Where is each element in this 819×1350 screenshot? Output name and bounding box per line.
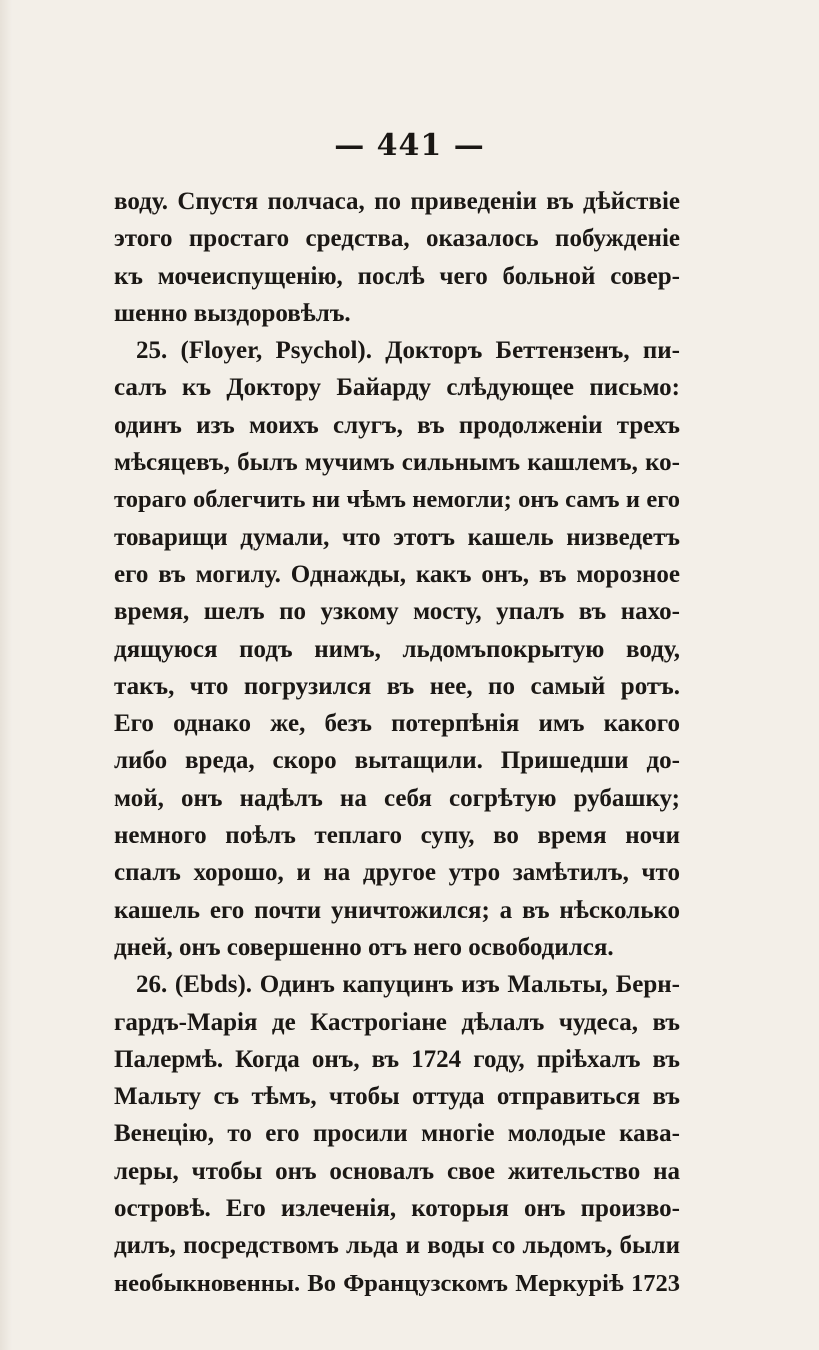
page-body-text bbox=[114, 183, 680, 1302]
text-line: необыкновенны. Во Французскомъ Меркуріѣ 1723 bbox=[114, 1269, 680, 1297]
text-line: дящуюся подъ нимъ, льдомъпокрытую воду, bbox=[114, 635, 680, 663]
text-line: товарищи думали, что этотъ кашель низведетъ bbox=[114, 523, 680, 551]
text-line: леры, чтобы онъ основалъ свое жительство на bbox=[114, 1157, 680, 1185]
text-line: одинъ изъ моихъ слугъ, въ продолженіи трехъ bbox=[114, 411, 680, 439]
text-line: 26. (Ebds). Одинъ капуцинъ изъ Мальты, Берн- bbox=[136, 971, 680, 999]
text-line: дилъ, посредствомъ льда и воды со льдомъ, были bbox=[114, 1232, 680, 1260]
text-line: салъ къ Доктору Байарду слѣдующее письмо: bbox=[114, 374, 680, 402]
text-line: либо вреда, скоро вытащили. Пришедши до- bbox=[114, 747, 680, 775]
text-line: мой, онъ надѣлъ на себя согрѣтую рубашку; bbox=[114, 784, 680, 812]
text-line: тораго облегчить ни чѣмъ немогли; онъ самъ и его bbox=[114, 486, 680, 514]
text-line: Его однако же, безъ потерпѣнія имъ какого bbox=[114, 710, 680, 738]
text-line: воду. Спустя полчаса, по приведеніи въ дѣйствіе bbox=[114, 188, 680, 215]
text-line: такъ, что погрузился въ нее, по самый ротъ. bbox=[114, 672, 680, 700]
text-line: 25. (Floyer, Psychol). Докторъ Беттензенъ, пи- bbox=[136, 337, 680, 365]
text-line: къ мочеиспущенію, послѣ чего больной совер- bbox=[114, 262, 680, 290]
text-line: этого простаго средства, оказалось побужденіе bbox=[114, 225, 680, 253]
text-line: островѣ. Его излеченія, которыя онъ произво- bbox=[114, 1195, 680, 1223]
text-line: немного поѣлъ теплаго супу, во время ночи bbox=[114, 822, 680, 850]
text-line: шенно выздоровѣлъ. bbox=[114, 299, 351, 327]
text-line: его въ могилу. Однажды, какъ онъ, въ морозное bbox=[114, 560, 680, 588]
text-line: дней, онъ совершенно отъ него освободился. bbox=[114, 933, 614, 961]
text-line: гардъ-Марія де Кастрогіане дѣлалъ чудеса, въ bbox=[114, 1008, 680, 1036]
text-line: Палермѣ. Когда онъ, въ 1724 году, пріѣхалъ въ bbox=[114, 1045, 680, 1073]
text-line: Венецію, то его просили многіе молодые кава- bbox=[114, 1120, 680, 1148]
text-line: Мальту съ тѣмъ, чтобы оттуда отправиться въ bbox=[114, 1083, 680, 1111]
text-line: время, шелъ по узкому мосту, упалъ въ нахо- bbox=[114, 598, 680, 626]
text-line: мѣсяцевъ, былъ мучимъ сильнымъ кашлемъ, ко- bbox=[114, 449, 680, 477]
text-line: кашель его почти уничтожился; а въ нѣсколько bbox=[114, 896, 680, 924]
text-line: спалъ хорошо, и на другое утро замѣтилъ, что bbox=[114, 859, 680, 887]
page-number: — 441 — bbox=[334, 128, 485, 163]
